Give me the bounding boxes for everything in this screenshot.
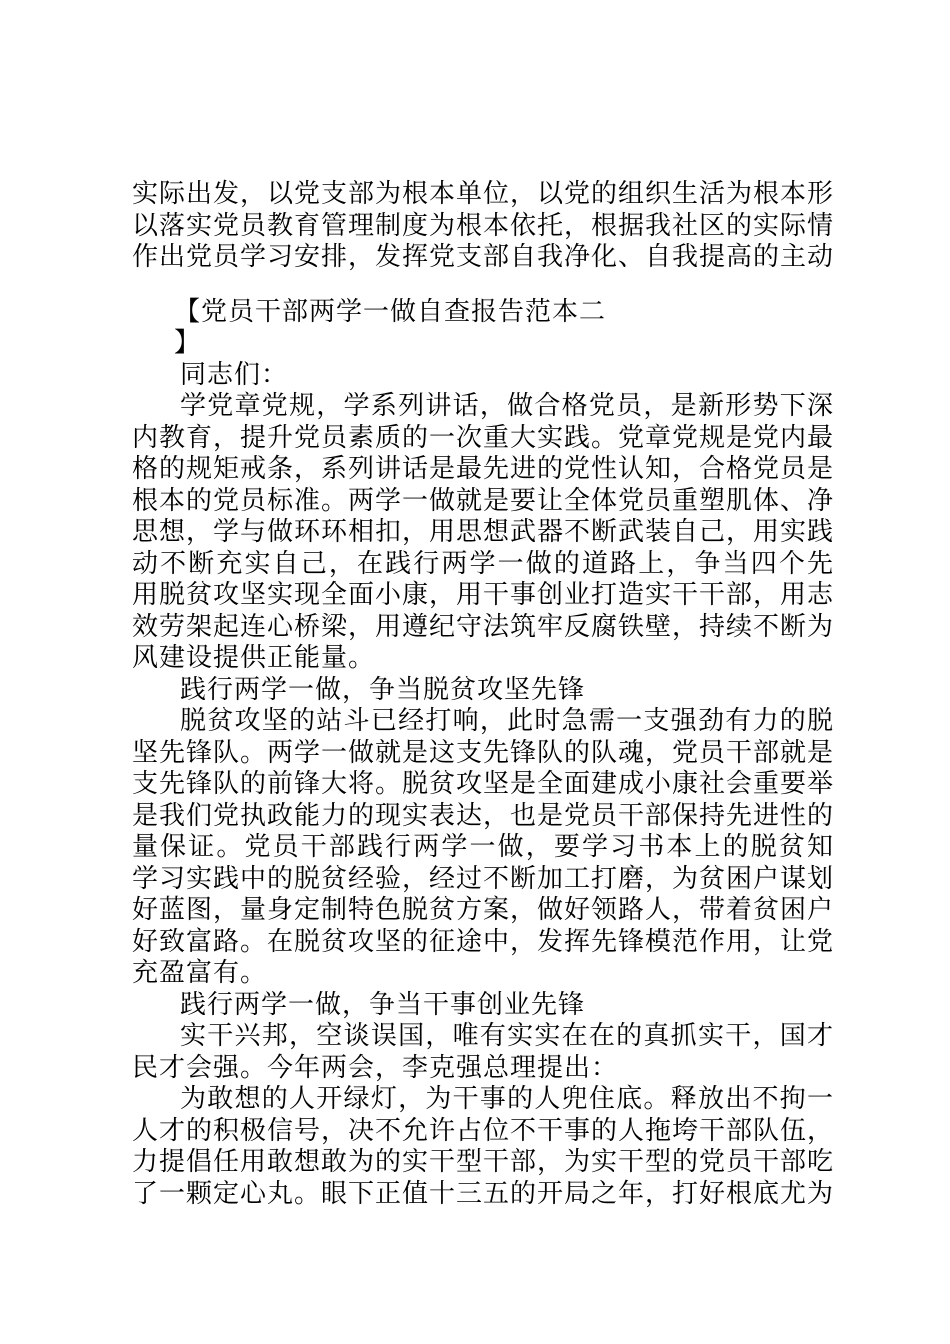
text-line: 以落实党员教育管理制度为根本依托，根据我社区的实际情 bbox=[132, 210, 834, 241]
text-line: 内教育，提升党员素质的一次重大实践。党章党规是党内最 bbox=[132, 422, 834, 453]
text-line: 实干兴邦，空谈误国，唯有实实在在的真抓实干，国才 bbox=[180, 1021, 834, 1051]
subheading-poverty: 践行两学一做，争当脱贫攻坚先锋 bbox=[180, 674, 586, 705]
text-line: 思想，学与做环环相扣，用思想武器不断武装自己，用实践 bbox=[132, 517, 834, 547]
text-line: 充盈富有。 bbox=[132, 958, 268, 988]
paragraph-2 bbox=[132, 706, 834, 990]
text-line: 力提倡任用敢想敢为的实干型干部，为实干型的党员干部吃 bbox=[132, 1147, 834, 1177]
paragraph-3 bbox=[132, 1021, 834, 1084]
text-line: 脱贫攻坚的站斗已经打响，此时急需一支强劲有力的脱 bbox=[180, 706, 834, 736]
intro-paragraph bbox=[132, 179, 834, 274]
text-line: 实际出发，以党支部为根本单位，以党的组织生活为根本形 bbox=[132, 179, 834, 209]
paragraph-1 bbox=[132, 391, 834, 675]
text-line: 支先锋队的前锋大将。脱贫攻坚是全面建成小康社会重要举 bbox=[132, 769, 834, 799]
text-line: 民才会强。今年两会，李克强总理提出： bbox=[132, 1052, 619, 1083]
text-line: 动不断充实自己，在践行两学一做的道路上，争当四个先 bbox=[132, 548, 834, 579]
text-line: 为敢想的人开绿灯，为干事的人兜住底。释放出不拘一 bbox=[180, 1084, 834, 1114]
text-line: 好蓝图，量身定制特色脱贫方案，做好领路人，带着贫困户 bbox=[132, 895, 834, 925]
text-line: 了一颗定心丸。眼下正值十三五的开局之年，打好根底尤为 bbox=[132, 1178, 834, 1209]
text-line: 坚先锋队。两学一做就是这支先锋队的队魂，党员干部就是 bbox=[132, 737, 834, 768]
text-line: 学习实践中的脱贫经验，经过不断加工打磨，为贫困户谋划 bbox=[132, 863, 834, 894]
text-line: 量保证。党员干部践行两学一做，要学习书本上的脱贫知 bbox=[132, 832, 834, 862]
text-line: 学党章党规，学系列讲话，做合格党员，是新形势下深 bbox=[180, 391, 834, 421]
salutation: 同志们： bbox=[180, 359, 289, 390]
text-line: 根本的党员标准。两学一做就是要让全体党员重塑肌体、净 bbox=[132, 485, 834, 516]
section-heading: 【党员干部两学一做自查报告范本二 bbox=[174, 296, 607, 327]
text-line: 人才的积极信号，决不允许占位不干事的人拖垮干部队伍， bbox=[132, 1115, 834, 1146]
text-line: 作出党员学习安排，发挥党支部自我净化、自我提高的主动 bbox=[132, 242, 834, 272]
paragraph-4 bbox=[132, 1084, 834, 1210]
text-line: 用脱贫攻坚实现全面小康，用干事创业打造实干干部，用志 bbox=[132, 580, 834, 610]
text-line: 是我们党执政能力的现实表达，也是党员干部保持先进性的 bbox=[132, 800, 834, 831]
document-page bbox=[132, 179, 834, 1210]
text-line: 格的规矩戒条，系列讲话是最先进的党性认知，合格党员是 bbox=[132, 454, 834, 484]
subheading-entrepreneurship: 践行两学一做，争当干事创业先锋 bbox=[180, 989, 586, 1020]
text-line: 效劳架起连心桥梁，用遵纪守法筑牢反腐铁壁，持续不断为 bbox=[132, 611, 834, 642]
section-heading-bracket: 】 bbox=[174, 328, 202, 358]
text-line: 风建设提供正能量。 bbox=[132, 643, 376, 673]
text-line: 好致富路。在脱贫攻坚的征途中，发挥先锋模范作用，让党 bbox=[132, 926, 834, 957]
